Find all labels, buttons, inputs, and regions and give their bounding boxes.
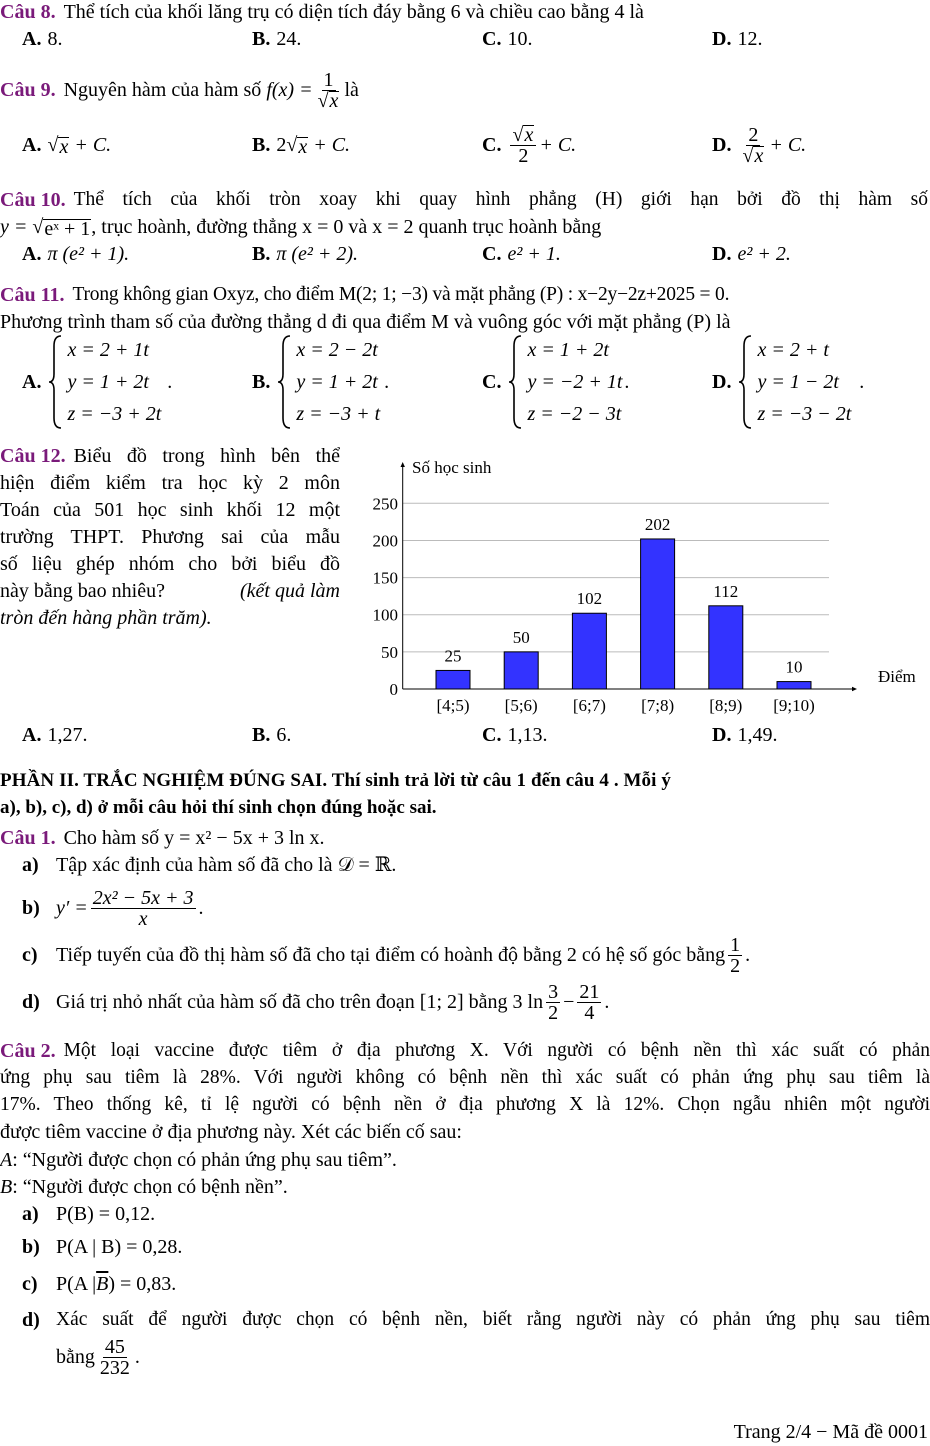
question-label: Câu 10. <box>0 189 66 211</box>
section-heading: PHẦN II. TRẮC NGHIỆM ĐÚNG SAI. Thí sinh trả lời từ câu 1 đến câu 4 . Mỗi ý <box>0 770 671 791</box>
option-key: D. <box>712 134 732 156</box>
equation: x = 2 + t <box>757 339 829 361</box>
bar-value-label: 102 <box>576 589 603 609</box>
statement-text: Tập xác định của hàm số đã cho là 𝒟 = ℝ. <box>56 854 397 876</box>
page-footer: Trang 2/4 − Mã đề 0001 <box>733 1421 928 1443</box>
question-12-line <box>0 579 340 603</box>
option-a <box>22 242 129 266</box>
denominator: 2 <box>548 1001 559 1024</box>
option-key: A. <box>22 370 42 393</box>
option-key: A. <box>22 28 42 50</box>
part2-question-1 <box>0 826 325 850</box>
option-c <box>482 27 532 51</box>
y-axis-label: Số học sinh <box>412 458 492 477</box>
event-text: : “Người được chọn có phản ứng phụ sau tiêm”. <box>12 1149 397 1171</box>
question-text: 17%. Theo thống kê, tỉ lệ người có bệnh nền ở địa phương X là 12%. Chọn ngẫu nhiên một người <box>0 1094 930 1115</box>
option-key: B. <box>252 243 271 265</box>
option-key: C. <box>482 28 502 50</box>
denominator: 2 <box>730 954 741 977</box>
option-key: B. <box>252 28 271 50</box>
y-tick-label: 100 <box>372 605 398 625</box>
brace-icon <box>737 334 753 430</box>
question-text: Biểu đồ trong hình bên thể <box>73 445 340 467</box>
bar-value-label: 25 <box>444 646 462 666</box>
option-key: B. <box>252 370 271 393</box>
fraction <box>98 1337 132 1378</box>
x-tick-label: [6;7) <box>572 696 606 715</box>
punctuation: . <box>745 944 751 966</box>
radicand: x <box>524 123 534 146</box>
question-text: Toán của 501 học sinh khối 12 một <box>0 499 340 521</box>
section-heading: a), b), c), d) ở mỗi câu hỏi thí sinh chọn đúng hoặc sai. <box>0 797 437 818</box>
question-text: Một loại vaccine được tiêm ở địa phương X. Với người có bệnh nền thì xác suất có phản <box>63 1040 930 1061</box>
fraction: √ x 2 <box>510 125 536 166</box>
option-value: e² + 1. <box>507 243 561 265</box>
event-b <box>0 1175 288 1199</box>
x-axis-arrow-icon <box>852 687 857 691</box>
bar-value-label: 202 <box>644 514 671 534</box>
question-label: Câu 2. <box>0 1040 56 1062</box>
equation: z = −3 + 2t <box>67 403 162 425</box>
question-12-line <box>0 444 340 468</box>
option-a <box>22 334 172 430</box>
option-value: 1,13. <box>507 724 548 746</box>
statement-key: b) <box>22 897 40 919</box>
option-key: B. <box>252 724 271 746</box>
numerator: 21 <box>579 980 600 1003</box>
question-text: hiện điểm kiểm tra học kỳ 2 môn <box>0 472 340 494</box>
option-c <box>482 242 561 266</box>
complement-event: $\overline{B}$ <box>96 1273 109 1295</box>
punctuation: . <box>198 897 204 919</box>
statement-text: Xác suất để người được chọn có bệnh nền, biết rằng người này có phản ứng phụ sau tiêm <box>56 1309 930 1330</box>
period: . <box>624 370 630 393</box>
function-lhs: y = <box>0 216 28 238</box>
option-key: C. <box>482 370 502 393</box>
brace-icon <box>507 334 523 430</box>
x-tick-label: [4;5) <box>436 696 470 715</box>
period: . <box>859 370 865 393</box>
statement-text: P(B) = 0,12. <box>56 1203 156 1225</box>
derivative-lhs: y′ = <box>56 897 88 919</box>
equation: z = −2 − 3t <box>527 403 622 425</box>
question-text: Cho hàm số y = x² − 5x + 3 ln x. <box>63 827 325 849</box>
question-text: số liệu ghép nhóm cho bởi biểu đồ <box>0 553 340 575</box>
equation: x = 1 + 2t <box>527 339 609 361</box>
option-key: C. <box>482 724 502 746</box>
radicand: x <box>754 144 764 167</box>
option-value: + C. <box>74 134 112 156</box>
question-9 <box>0 68 359 112</box>
statement-text: bằng <box>56 1346 95 1368</box>
y-tick-label: 150 <box>372 568 398 588</box>
numerator: 1 <box>323 68 334 91</box>
y-tick-label: 200 <box>372 531 398 551</box>
option-value: 1,49. <box>737 724 778 746</box>
question-label: Câu 1. <box>0 827 56 849</box>
fraction <box>577 982 601 1023</box>
option-b <box>252 242 358 266</box>
equation: x = 2 + 1t <box>67 339 149 361</box>
statement-a <box>22 853 396 877</box>
option-value: 12. <box>737 28 763 50</box>
statement-text: P(A | B) = 0,28. <box>56 1236 183 1258</box>
option-c <box>482 123 577 167</box>
option-d <box>712 123 807 167</box>
question-10 <box>0 188 928 212</box>
radicand: x <box>298 136 308 158</box>
question-11-line2 <box>0 310 731 334</box>
bar <box>777 682 811 689</box>
statement-text: ) = 0,83. <box>108 1273 177 1295</box>
statement-b <box>22 1235 182 1259</box>
numerator: 45 <box>104 1335 125 1358</box>
fraction <box>728 935 742 976</box>
denominator: x <box>329 89 339 112</box>
y-tick-label: 250 <box>372 494 398 514</box>
option-key: A. <box>22 724 42 746</box>
question-text: Thể tích của khối lăng trụ có diện tích đáy bằng 6 và chiều cao bằng 4 là <box>63 1 644 23</box>
option-d <box>712 27 762 51</box>
numerator: 3 <box>548 980 559 1003</box>
option-key: D. <box>712 724 732 746</box>
x-tick-label: [9;10) <box>773 696 815 715</box>
question-label: Câu 11. <box>0 284 65 306</box>
statement-text: Giá trị nhỏ nhất của hàm số đã cho trên đoạn [1; 2] bằng 3 ln <box>56 991 544 1013</box>
statement-d-line2 <box>56 1335 140 1379</box>
statement-key: c) <box>22 944 38 966</box>
option-key: C. <box>482 134 502 156</box>
option-value: π (e² + 2). <box>276 243 359 265</box>
option-d <box>712 723 777 747</box>
statement-text: Tiếp tuyến của đồ thị hàm số đã cho tại điểm có hoành độ bằng 2 có hệ số góc bằng <box>56 944 726 966</box>
x-axis-label: Điểm <box>878 667 916 686</box>
question-text: , trục hoành, đường thẳng x = 0 và x = 2 quanh trục hoành bằng <box>91 216 602 238</box>
fraction <box>91 888 196 929</box>
fraction: 1 √ x <box>317 68 339 112</box>
question-text: ứng phụ sau tiêm là 28%. Với người không có bệnh nền thì xác suất có phản ứng phụ sau tiêm là <box>0 1067 930 1088</box>
period: . <box>167 370 173 393</box>
y-axis-arrow-icon <box>401 462 405 467</box>
y-tick-label: 0 <box>389 680 398 699</box>
option-value: + C. <box>769 134 807 156</box>
brace-icon <box>276 334 292 430</box>
option-key: D. <box>712 243 732 265</box>
equation: y = 1 + 2t <box>296 371 378 393</box>
numerator: 1 <box>730 933 741 956</box>
question-label: Câu 9. <box>0 79 56 101</box>
period: . <box>384 370 390 393</box>
statement-key: d) <box>22 991 40 1013</box>
equation: z = −3 + t <box>296 403 381 425</box>
question-label: Câu 8. <box>0 1 56 23</box>
numerator: 2x² − 5x + 3 <box>92 886 194 909</box>
question-text: này bằng bao nhiêu? <box>0 580 165 602</box>
question-label: Câu 12. <box>0 445 66 467</box>
bar <box>436 670 470 689</box>
question-text: Nguyên hàm của hàm số <box>63 79 262 101</box>
part2-question-2 <box>0 1039 930 1063</box>
radicand: x <box>59 136 69 158</box>
option-value: + C. <box>539 134 577 156</box>
punctuation: . <box>604 991 610 1013</box>
question-tail: là <box>344 79 359 101</box>
statement-c <box>22 1272 176 1296</box>
question-text: được tiêm vaccine ở địa phương này. Xét các biến cố sau: <box>0 1121 462 1143</box>
option-a: A. √ x + C. <box>22 134 112 158</box>
event-symbol: B <box>0 1176 13 1198</box>
bar-value-label: 112 <box>713 581 739 601</box>
denominator: 2 <box>518 144 529 167</box>
numerator: 2 <box>748 123 759 146</box>
event-symbol: A <box>0 1149 13 1171</box>
option-value: 1,27. <box>47 724 88 746</box>
option-value: 8. <box>47 28 63 50</box>
option-key: B. <box>252 134 271 156</box>
question-note: (kết quả làm <box>240 580 340 602</box>
option-c <box>482 334 629 430</box>
option-a <box>22 723 87 747</box>
equation: y = −2 + 1t <box>527 371 623 393</box>
denominator: x <box>138 907 148 930</box>
option-b <box>252 334 389 430</box>
radicand: eˣ + 1 <box>44 218 91 240</box>
equation: y = 1 − 2t <box>757 371 839 393</box>
bar <box>572 613 606 689</box>
option-key: A. <box>22 134 42 156</box>
fraction <box>546 982 560 1023</box>
event-text: : “Người được chọn có bệnh nền”. <box>12 1176 288 1198</box>
question-8 <box>0 0 644 24</box>
equation: z = −3 − 2t <box>757 403 852 425</box>
option-value: 24. <box>276 28 302 50</box>
question-10-line2: y = √ eˣ + 1 , trục hoành, đường thẳng x = 0 và x = 2 quanh trục hoành bằng <box>0 216 602 240</box>
option-value: + C. <box>313 134 351 156</box>
statement-key: b) <box>22 1236 40 1258</box>
bar <box>709 606 743 689</box>
x-tick-label: [5;6) <box>504 696 538 715</box>
option-d <box>712 334 864 430</box>
bar <box>504 652 538 689</box>
fraction: 2 √ x <box>742 123 764 167</box>
bar <box>641 539 675 689</box>
operator: − <box>563 991 575 1013</box>
equation: y = 1 + 2t <box>67 371 149 393</box>
function-lhs: f(x) = <box>266 79 313 101</box>
statement-d <box>22 980 610 1024</box>
option-a <box>22 27 62 51</box>
option-value: e² + 2. <box>737 243 791 265</box>
x-tick-label: [7;8) <box>641 696 675 715</box>
option-value: 6. <box>276 724 292 746</box>
statement-a <box>22 1202 155 1226</box>
statement-b <box>22 886 204 930</box>
statement-text: P(A | <box>56 1273 97 1295</box>
question-text: trường THPT. Phương sai của mẫu <box>0 526 340 548</box>
statement-key: a) <box>22 854 39 876</box>
denominator: 4 <box>584 1001 595 1024</box>
question-note: tròn đến hàng phần trăm). <box>0 607 212 629</box>
question-text: Phương trình tham số của đường thẳng d đi qua điểm M và vuông góc với mặt phẳng (P) là <box>0 311 731 333</box>
denominator: 232 <box>99 1356 130 1379</box>
option-key: C. <box>482 243 502 265</box>
punctuation: . <box>134 1346 140 1368</box>
brace-icon <box>47 334 63 430</box>
option-b <box>252 723 291 747</box>
statement-key: d) <box>22 1309 40 1331</box>
option-value: 10. <box>507 28 533 50</box>
bar-value-label: 10 <box>785 657 803 677</box>
option-key: D. <box>712 28 732 50</box>
question-text: Trong không gian Oxyz, cho điểm M(2; 1; −3) và mặt phẳng (P) : x−2y−2z+2025 = 0. <box>72 284 730 305</box>
statement-key: c) <box>22 1273 38 1295</box>
statement-d <box>22 1308 930 1332</box>
option-value: π (e² + 1). <box>47 243 130 265</box>
statement-c <box>22 933 751 977</box>
coefficient: 2 <box>276 134 287 156</box>
question-text: Thể tích của khối tròn xoay khi quay hình phẳng (H) giới hạn bởi đồ thị hàm số <box>73 189 928 210</box>
bar-value-label: 50 <box>512 627 530 647</box>
option-key: A. <box>22 243 42 265</box>
y-tick-label: 50 <box>381 642 398 662</box>
option-d <box>712 242 791 266</box>
statement-key: a) <box>22 1203 39 1225</box>
equation: x = 2 − 2t <box>296 339 378 361</box>
x-tick-label: [8;9) <box>709 696 743 715</box>
option-b: B. 2 √ x + C. <box>252 134 351 158</box>
option-c <box>482 723 547 747</box>
option-key: D. <box>712 370 732 393</box>
option-b <box>252 27 301 51</box>
event-a <box>0 1148 397 1172</box>
question-11 <box>0 283 930 307</box>
